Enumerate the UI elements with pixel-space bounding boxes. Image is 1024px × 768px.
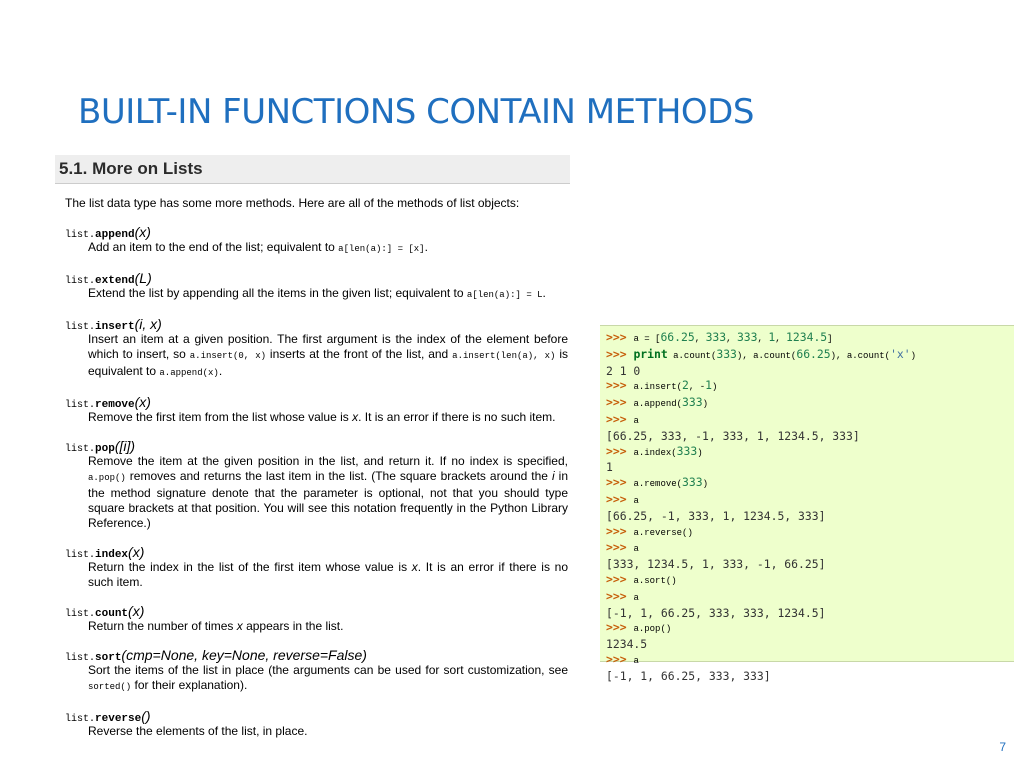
code-token-num: 66.25 bbox=[660, 330, 695, 344]
code-line bbox=[606, 557, 1014, 572]
code-line bbox=[606, 524, 1014, 541]
method-name: reverse bbox=[95, 713, 142, 725]
method-description bbox=[88, 454, 568, 531]
code-token-code: a.index( bbox=[633, 447, 677, 458]
code-token-code: a.remove( bbox=[633, 479, 683, 490]
code-line bbox=[606, 412, 1014, 429]
method-prefix: list. bbox=[65, 550, 96, 561]
method-args: (x) bbox=[134, 224, 151, 240]
method-signature bbox=[65, 270, 570, 286]
code-line bbox=[606, 509, 1014, 524]
method-prefix: list. bbox=[65, 653, 96, 664]
code-token-code: , bbox=[726, 334, 737, 344]
doc-heading: 5.1. More on Lists bbox=[55, 155, 570, 184]
method-args: (cmp=None, key=None, reverse=False) bbox=[121, 647, 367, 663]
code-token-code: ) bbox=[697, 447, 703, 458]
code-token-prompt: >>> bbox=[606, 395, 634, 410]
code-line bbox=[606, 395, 1014, 412]
method-prefix: list. bbox=[65, 400, 96, 411]
method-args: () bbox=[141, 708, 151, 724]
code-token-code: , bbox=[694, 334, 706, 344]
code-token-code: ), a.count( bbox=[830, 350, 891, 361]
method-prefix: list. bbox=[65, 322, 96, 333]
inline-code: a[len(a):] = L bbox=[466, 290, 543, 300]
method-signature bbox=[65, 708, 570, 724]
code-token-code: a bbox=[633, 544, 639, 555]
method-description bbox=[88, 663, 568, 695]
code-line bbox=[606, 669, 1014, 684]
desc-text: is equivalent to bbox=[88, 347, 568, 378]
desc-text: Insert an item at a given position. The first argument is the index of the element before which to insert, so bbox=[88, 332, 568, 361]
code-token-out: 1 bbox=[606, 460, 613, 475]
method-pop bbox=[65, 438, 570, 531]
method-name: insert bbox=[95, 321, 135, 333]
method-args: (x) bbox=[134, 394, 151, 410]
code-line bbox=[606, 572, 1014, 589]
method-insert bbox=[65, 316, 570, 381]
method-signature bbox=[65, 394, 570, 410]
code-token-prompt: >>> bbox=[606, 540, 634, 555]
desc-text: Add an item to the end of the list; equivalent to bbox=[88, 240, 339, 254]
desc-text: in the method signature denote that the parameter is optional, not that you should type square brackets at that position. You will see this notation frequently in the Python Library Reference.) bbox=[88, 469, 568, 530]
method-description bbox=[88, 240, 568, 257]
code-token-num: 1 bbox=[705, 378, 712, 393]
code-line bbox=[606, 330, 1014, 347]
code-example bbox=[600, 325, 1014, 683]
code-token-code: , bbox=[775, 334, 787, 344]
method-description bbox=[88, 619, 568, 634]
method-count bbox=[65, 603, 570, 634]
inline-code: a.insert(0, x) bbox=[189, 351, 266, 361]
method-name: remove bbox=[95, 399, 135, 411]
code-line bbox=[606, 378, 1014, 395]
inline-code: a.insert(len(a), x) bbox=[452, 351, 556, 361]
code-token-code: a.sort() bbox=[633, 575, 677, 586]
method-description bbox=[88, 286, 568, 303]
code-token-code: ), a.count( bbox=[736, 350, 797, 361]
code-token-code: a bbox=[633, 495, 639, 506]
code-token-str: 'x' bbox=[890, 346, 911, 361]
method-signature bbox=[65, 438, 570, 454]
method-prefix: list. bbox=[65, 609, 96, 620]
inline-code: a.append(x) bbox=[159, 368, 219, 378]
desc-text: inserts at the front of the list, and bbox=[266, 347, 453, 361]
method-name: append bbox=[95, 229, 135, 241]
method-args: (L) bbox=[134, 270, 152, 286]
method-args: ([i]) bbox=[114, 438, 136, 454]
code-token-code: a = [ bbox=[633, 334, 661, 344]
code-line bbox=[606, 460, 1014, 475]
italic-var: x bbox=[236, 619, 243, 633]
code-token-prompt: >>> bbox=[606, 378, 634, 393]
code-token-prompt: >>> bbox=[606, 330, 634, 344]
code-token-prompt: >>> bbox=[606, 651, 634, 666]
code-token-code: a.count( bbox=[667, 350, 717, 361]
desc-text: Return the index in the list of the first item whose value is bbox=[88, 560, 412, 574]
code-token-out: 2 1 0 bbox=[606, 363, 641, 378]
desc-text: Sort the items of the list in place (the arguments can be used for sort customization, see bbox=[88, 663, 568, 677]
code-token-code: ) bbox=[702, 399, 709, 410]
desc-text: . It is an error if there is no such item. bbox=[88, 560, 568, 589]
code-token-num: 333 bbox=[705, 330, 727, 344]
method-index bbox=[65, 544, 570, 590]
code-line bbox=[606, 606, 1014, 621]
method-prefix: list. bbox=[65, 444, 96, 455]
code-token-code: , - bbox=[688, 382, 706, 393]
code-token-code: , bbox=[757, 334, 769, 344]
method-prefix: list. bbox=[65, 230, 96, 241]
code-line bbox=[606, 620, 1014, 637]
code-token-prompt: >>> bbox=[606, 491, 634, 506]
method-signature bbox=[65, 647, 570, 663]
desc-text: appears in the list. bbox=[242, 619, 344, 633]
method-remove bbox=[65, 394, 570, 425]
page-number: 7 bbox=[999, 740, 1006, 754]
method-extend bbox=[65, 270, 570, 303]
method-description bbox=[88, 410, 568, 425]
method-reverse bbox=[65, 708, 570, 739]
code-token-code: ) bbox=[702, 479, 709, 490]
method-args: (i, x) bbox=[134, 316, 162, 332]
method-prefix: list. bbox=[65, 276, 96, 287]
code-token-num: 333 bbox=[676, 443, 698, 458]
code-token-out: [-1, 1, 66.25, 333, 333] bbox=[606, 668, 771, 683]
code-token-num: 333 bbox=[682, 395, 703, 410]
code-token-code: ) bbox=[910, 350, 917, 361]
code-token-num: 333 bbox=[716, 346, 737, 361]
desc-text: . bbox=[218, 364, 223, 378]
desc-text: Extend the list by appending all the items in the given list; equivalent to bbox=[88, 286, 467, 300]
doc-panel bbox=[55, 155, 570, 739]
inline-code: a.pop() bbox=[88, 473, 126, 483]
method-description bbox=[88, 724, 568, 739]
code-token-out: [66.25, -1, 333, 1, 1234.5, 333] bbox=[606, 508, 826, 523]
code-token-code: a.append( bbox=[633, 399, 683, 410]
code-token-code: a.insert( bbox=[633, 382, 683, 393]
desc-text: Return the number of times bbox=[88, 619, 237, 633]
desc-text: Remove the item at the given position in the list, and return it. If no index is specified, bbox=[88, 454, 568, 468]
method-list bbox=[55, 224, 570, 739]
code-line bbox=[606, 364, 1014, 379]
code-token-code: a.reverse() bbox=[633, 527, 693, 538]
code-token-prompt: >>> bbox=[606, 523, 634, 538]
slide-title: BUILT-IN FUNCTIONS CONTAIN METHODS bbox=[78, 92, 754, 132]
method-description bbox=[88, 560, 568, 590]
desc-text: . bbox=[424, 240, 428, 254]
method-name: sort bbox=[95, 652, 122, 664]
doc-intro: The list data type has some more methods. Here are all of the methods of list objects: bbox=[65, 196, 520, 210]
code-token-out: [-1, 1, 66.25, 333, 333, 1234.5] bbox=[606, 605, 826, 620]
inline-code: a[len(a):] = [x] bbox=[338, 244, 425, 254]
method-signature bbox=[65, 224, 570, 240]
code-line bbox=[606, 347, 1014, 364]
method-args: (x) bbox=[128, 603, 145, 619]
code-token-out: 1234.5 bbox=[606, 637, 648, 652]
italic-var: x bbox=[352, 410, 359, 424]
desc-text: . bbox=[542, 286, 546, 300]
code-line bbox=[606, 444, 1014, 461]
method-args: (x) bbox=[128, 544, 145, 560]
code-line bbox=[606, 540, 1014, 557]
code-token-num: 2 bbox=[682, 378, 689, 393]
code-token-prompt: >>> bbox=[606, 620, 634, 635]
code-line bbox=[606, 492, 1014, 509]
code-token-prompt: >>> bbox=[606, 411, 634, 426]
code-token-prompt: >>> bbox=[606, 475, 634, 490]
code-token-prompt: >>> bbox=[606, 588, 634, 603]
desc-text: for their explanation). bbox=[131, 678, 248, 692]
code-token-prompt: >>> bbox=[606, 443, 634, 458]
code-line bbox=[606, 429, 1014, 444]
method-signature bbox=[65, 316, 570, 332]
method-sort bbox=[65, 647, 570, 695]
desc-text: removes and returns the last item in the list. (The square brackets around the bbox=[125, 469, 552, 483]
code-token-code: a.pop() bbox=[633, 624, 672, 635]
code-token-num: 66.25 bbox=[796, 346, 831, 361]
code-token-code: a bbox=[633, 655, 639, 666]
code-token-code: ) bbox=[711, 382, 718, 393]
code-line bbox=[606, 652, 1014, 669]
method-name: index bbox=[95, 549, 129, 561]
desc-text: Reverse the elements of the list, in place. bbox=[88, 724, 308, 738]
method-name: count bbox=[95, 608, 129, 620]
desc-text: Remove the first item from the list whose value is bbox=[88, 410, 353, 424]
code-token-code: ] bbox=[827, 334, 833, 344]
code-token-num: 333 bbox=[736, 330, 758, 344]
italic-var: x bbox=[411, 560, 418, 574]
method-name: pop bbox=[95, 443, 115, 455]
italic-var: i bbox=[551, 469, 555, 483]
desc-text: . It is an error if there is no such item. bbox=[358, 410, 556, 424]
code-line bbox=[606, 475, 1014, 492]
method-description bbox=[88, 332, 568, 381]
code-token-prompt: >>> bbox=[606, 571, 634, 586]
code-token-out: [333, 1234.5, 1, 333, -1, 66.25] bbox=[606, 557, 826, 572]
code-token-out: [66.25, 333, -1, 333, 1, 1234.5, 333] bbox=[606, 428, 860, 443]
method-name: extend bbox=[95, 275, 135, 287]
method-prefix: list. bbox=[65, 714, 96, 725]
method-signature bbox=[65, 603, 570, 619]
code-token-kw: print bbox=[633, 346, 668, 361]
code-line bbox=[606, 589, 1014, 606]
code-token-num: 333 bbox=[682, 475, 703, 490]
method-signature bbox=[65, 544, 570, 560]
code-token-prompt: >>> bbox=[606, 346, 634, 361]
code-token-num: 1234.5 bbox=[786, 330, 828, 344]
code-token-code: a bbox=[633, 592, 639, 603]
code-token-num: 1 bbox=[768, 330, 776, 344]
inline-code: sorted() bbox=[88, 682, 132, 692]
code-line bbox=[606, 637, 1014, 652]
method-append bbox=[65, 224, 570, 257]
code-token-code: a bbox=[633, 415, 639, 426]
